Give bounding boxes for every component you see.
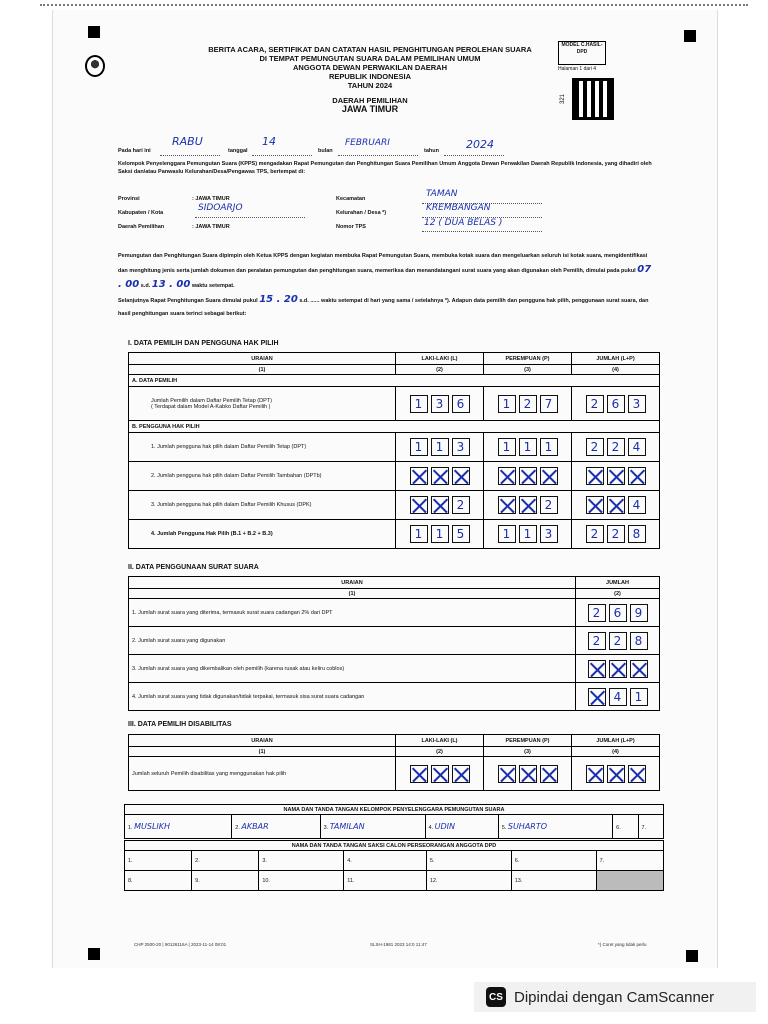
signature-number: 5. [501,825,508,831]
qr-code-icon [572,78,614,120]
signature-name: MUSLIKH [134,822,171,831]
digit-boxes [487,765,568,783]
signature-name: SUHARTO [507,822,548,831]
digit-box: 1 [498,438,516,456]
group-b-label: B. PENGGUNA HAK PILIH [129,421,660,433]
table-row: Jumlah seluruh Pemilih disabilitas yang menggunakan hak pilih [129,757,660,791]
witness-signature-cell: 8. [125,871,192,891]
ballot-usage-table: URAIAN JUMLAH (1) (2) 1. Jumlah surat suara yang diterima, termasuk surat suara cadangan 2% dari DPT 2 6 9 2. Jumlah surat suara yang digunakan 2 2 8 3. Jumlah surat suara yang dikembalikan oleh pemilih (karena rusak atau keliru coblos) 4. Jumlah surat suara yang tidak digunakan/tidak terpakai, termasuk sisa surat suara cadangan 4 1 [128,576,660,711]
digit-box: 8 [630,632,648,650]
group-a-label: A. DATA PEMILIH [129,375,660,387]
signature-number: 3. [323,825,330,831]
witness-signature-cell: 2. [192,851,259,871]
digit-box: 1 [498,395,516,413]
crossed-digit-box [410,765,428,783]
table-row: 2. Jumlah surat suara yang digunakan 2 2 8 [129,627,660,655]
date-value: 14 [262,135,276,148]
crossed-digit-box [498,765,516,783]
crossed-digit-box [588,660,606,678]
digit-box: 3 [431,395,449,413]
kabupaten-value: SIDOARJO [198,203,243,213]
digit-box: 3 [628,395,646,413]
crossed-digit-box [540,467,558,485]
signature-name: TAMILAN [329,822,365,831]
digit-box: 4 [628,438,646,456]
digit-box: 7 [540,395,558,413]
tahun-label: tahun [424,148,439,154]
crossed-digit-box [628,765,646,783]
digit-box: 1 [540,438,558,456]
digit-boxes [575,496,656,514]
digit-boxes [399,467,480,485]
witness-signature-cell: 3. [259,851,344,871]
tps-value: 12 ( DUA BELAS ) [424,218,503,228]
digit-boxes [399,496,480,514]
digit-boxes [487,395,568,413]
table-row: 4. Jumlah surat suara yang tidak digunakan/tidak terpakai, termasuk sisa surat suara cadangan 4 1 [129,683,660,711]
signature-name: AKBAR [241,822,269,831]
intro-text: Kelompok Penyelenggara Pemungutan Suara (KPPS) mengadakan Rapat Pemungutan dan Penghitungan Suara Pemilihan Umum Anggota Dewan Perwakilan Daerah Republik Indonesia, yang dihadiri oleh Saksi dan/atau Panwaslu Kelurahan/Desa/Pengawas TPS, bertempat di: [118,161,652,175]
crossed-digit-box [628,467,646,485]
document-title: BERITA ACARA, SERTIFIKAT DAN CATATAN HASIL PENGHITUNGAN PEROLEHAN SUARA DI TEMPAT PEMUNGUTAN SUARA DALAM PEMILIHAN UMUM ANGGOTA DEWAN PERWAKILAN DAERAH REPUBLIK INDONESIA TAHUN 2024 DAERAH PEMILIHAN JAWA TIMUR [208,45,532,114]
digit-box: 3 [540,525,558,543]
digit-boxes [575,438,656,456]
tanggal-label: tanggal [228,148,248,154]
digit-box: 6 [609,604,627,622]
digit-boxes [579,604,656,622]
signature-number: 4. [428,825,435,831]
witness-signature-cell: 9. [192,871,259,891]
kelurahan-value: KREMBANGAN [426,203,491,213]
crossed-digit-box [452,765,470,783]
kpu-logo-icon [85,55,105,77]
witness-signature-cell: 11. [344,871,427,891]
digit-box: 2 [607,525,625,543]
crossed-digit-box [519,467,537,485]
start-time: 07 . 00 [118,264,652,290]
camscanner-text: Dipindai dengan CamScanner [514,988,715,1006]
digit-box: 1 [630,688,648,706]
corner-mark [686,950,698,962]
digit-box: 1 [498,525,516,543]
crossed-digit-box [410,496,428,514]
provinsi-value: : JAWA TIMUR [192,196,230,202]
sheet-number: Halaman 1 dari 4 [558,66,597,72]
digit-box: 3 [452,438,470,456]
digit-boxes [399,438,480,456]
witness-signature-cell: 7. [596,851,663,871]
digit-boxes [575,525,656,543]
digit-boxes [579,688,656,706]
tps-label: Nomor TPS [336,224,366,230]
table-row: Jumlah Pemilih dalam Daftar Pemilih Tetap (DPT) ( Terdapat dalam Model A-Kabko Daftar Pemilih ) 1 3 6 1 2 7 2 6 3 [129,387,660,421]
date-prefix: Pada hari ini [118,148,151,154]
witness-signature-cell: 6. [511,851,596,871]
witness-signature-cell: 4. [344,851,427,871]
digit-boxes [487,438,568,456]
digit-boxes [487,467,568,485]
crossed-digit-box [586,467,604,485]
footer-note: *) Coret yang tidak perlu [598,942,647,947]
crossed-digit-box [607,765,625,783]
digit-box: 1 [519,525,537,543]
crossed-digit-box [431,467,449,485]
crossed-digit-box [431,496,449,514]
kpps-signature-table: NAMA DAN TANDA TANGAN KELOMPOK PENYELENGGARA PEMUNGUTAN SUARA 1. MUSLIKH 2. AKBAR 3. TAMILAN 4. UDIN 5. SUHARTO 6. 7. [124,804,664,839]
day-value: RABU [172,135,203,148]
kpps-signature-cell [613,815,638,839]
digit-boxes [579,660,656,678]
crossed-digit-box [607,496,625,514]
digit-boxes [575,467,656,485]
table-row: 3. Jumlah surat suara yang dikembalikan oleh pemilih (karena rusak atau keliru coblos) [129,655,660,683]
kpps-signature-cell [638,815,663,839]
section-1-title: I. DATA PEMILIH DAN PENGGUNA HAK PILIH [128,340,279,347]
year-value: 2024 [466,138,494,151]
camscanner-logo-icon: CS [486,987,506,1007]
kpps-signature-cell [232,815,320,839]
table-row: 2. Jumlah pengguna hak pilih dalam Daftar Pemilih Tambahan (DPTb) [129,462,660,491]
kecamatan-value: TAMAN [426,189,458,199]
footer-code: CHP 2500-20 | 90126116A | 2023-11-14 08:01 [134,942,227,947]
kecamatan-label: Kecamatan [336,196,366,202]
digit-box: 2 [586,395,604,413]
witness-signature-cell: 13. [511,871,596,891]
digit-box: 1 [519,438,537,456]
digit-box: 1 [410,525,428,543]
digit-boxes [487,525,568,543]
signature-number: 6. [616,825,621,831]
digit-boxes [399,525,480,543]
crossed-digit-box [630,660,648,678]
digit-box: 2 [540,496,558,514]
crossed-digit-box [519,765,537,783]
digit-box: 1 [431,438,449,456]
opening-paragraph: Pemungutan dan Penghitungan Suara dipimpin oleh Ketua KPPS dengan kegiatan membuka Rapat Pemungutan Suara, membuka kotak suara dan mengeluarkan seluruh isi kotak suara, mengidentifikasi dan menghitung jenis serta jumlah dokumen dan peralatan pemungutan dan penghitungan suara, memeriksa dan menandatangani surat suara yang akan digunakan oleh Pemilih, dimulai pada pukul 07 . 00 s.d. 13 . 00 waktu setempat. Selanjutnya Rapat Penghitungan Suara dimulai pukul 15 . 20 s.d. ...... waktu setempat di hari yang sama / setelahnya *). Adapun data pemilih dan pengguna hak pilih, penggunaan surat suara, dan hasil penghitungan suara terinci sebagai berikut: [118,253,652,317]
crossed-digit-box [431,765,449,783]
crossed-digit-box [410,467,428,485]
corner-mark [88,26,100,38]
digit-box: 2 [609,632,627,650]
crossed-digit-box [607,467,625,485]
digit-box: 2 [452,496,470,514]
kelurahan-label: Kelurahan / Desa *) [336,210,387,216]
disability-table: URAIAN LAKI-LAKI (L) PEREMPUAN (P) JUMLAH (L+P) (1) (2) (3) (4) Jumlah seluruh Pemilih disabilitas yang menggunakan hak pilih [128,734,660,791]
crossed-digit-box [540,765,558,783]
provinsi-label: Provinsi [118,196,140,202]
crossed-digit-box [519,496,537,514]
table-row: 1. Jumlah pengguna hak pilih dalam Daftar Pemilih Tetap (DPT) 1 1 3 1 1 1 2 2 4 [129,433,660,462]
digit-boxes [575,765,656,783]
model-box: MODEL C.HASIL-DPD [558,41,606,65]
section-2-title: II. DATA PENGGUNAAN SURAT SUARA [128,564,259,571]
signature-number: 2. [235,825,242,831]
crossed-digit-box [586,765,604,783]
crossed-digit-box [586,496,604,514]
kpps-signature-cell [425,815,498,839]
digit-box: 1 [410,395,428,413]
kabupaten-label: Kabupaten / Kota [118,210,164,216]
digit-box: 2 [586,438,604,456]
crossed-digit-box [588,688,606,706]
digit-boxes [399,765,480,783]
witness-signature-cell: 12. [426,871,511,891]
signature-number: 1. [128,825,135,831]
kpps-signature-cell [498,815,612,839]
digit-box: 5 [452,525,470,543]
digit-box: 2 [586,525,604,543]
dapil-label: Daerah Pemilihan [118,224,165,230]
kpps-signature-cell [125,815,232,839]
witness-signature-table: NAMA DAN TANDA TANGAN SAKSI CALON PERSEORANGAN ANGGOTA DPD 1. 2. 3. 4. 5. 6. 7. 8. 9. 10. 11. 12. 13. [124,840,664,891]
digit-boxes [487,496,568,514]
digit-box: 1 [410,438,428,456]
digit-box: 9 [630,604,648,622]
digit-box: 6 [607,395,625,413]
corner-mark [684,30,696,42]
crossed-digit-box [452,467,470,485]
table-row: 1. Jumlah surat suara yang diterima, termasuk surat suara cadangan 2% dari DPT 2 6 9 [129,599,660,627]
digit-boxes [575,395,656,413]
section-3-title: III. DATA PEMILIH DISABILITAS [128,721,232,728]
table-row: 3. Jumlah pengguna hak pilih dalam Daftar Pemilih Khusus (DPK) 2 2 4 [129,491,660,520]
digit-box: 2 [607,438,625,456]
crossed-digit-box [498,467,516,485]
kpps-signature-cell [320,815,425,839]
crossed-digit-box [498,496,516,514]
digit-box: 2 [588,632,606,650]
digit-box: 4 [628,496,646,514]
perforation [40,4,748,6]
witness-signature-cell: 5. [426,851,511,871]
footer-mid: SLSH-1981 2023 14:0 11:47 [370,942,427,947]
corner-mark [88,948,100,960]
count-start-time: 15 . 20 [259,294,298,305]
bulan-label: bulan [318,148,333,154]
digit-box: 4 [609,688,627,706]
witness-blank-cell [596,871,663,891]
witness-signature-cell: 1. [125,851,192,871]
voter-data-table: URAIAN LAKI-LAKI (L) PEREMPUAN (P) JUMLAH (L+P) (1) (2) (3) (4) A. DATA PEMILIH Jumlah Pemilih dalam Daftar Pemilih Tetap (DPT) ( Terdapat dalam Model A-Kabko Daftar Pemilih ) 1 3 6 1 2 7 2 6 3 B. PENGGUNA HAK PILIH 1. Jumlah pengguna hak pilih dalam Daftar Pemilih Tetap (DPT) 1 1 3 1 1 1 2 2 4 2. Jumlah pengguna hak pilih dalam Daftar Pemilih Tambahan (DPTb) 3. Jumlah pengguna hak pilih dalam Daftar Pemilih Khusus (DPK) 2 2 4 4. Jumlah Pengguna Hak Pilih (B.1 + B.2 + B.3) 1 1 5 1 1 3 2 2 8 [128,352,660,549]
qr-number: 321 [560,93,567,105]
witness-signature-cell: 10. [259,871,344,891]
signature-number: 7. [641,825,647,831]
signature-name: UDIN [434,822,455,831]
month-value: FEBRUARI [345,138,390,148]
digit-box: 8 [628,525,646,543]
digit-box: 2 [519,395,537,413]
digit-box: 2 [588,604,606,622]
digit-boxes [399,395,480,413]
digit-boxes [579,632,656,650]
table-row: 4. Jumlah Pengguna Hak Pilih (B.1 + B.2 + B.3) 1 1 5 1 1 3 2 2 8 [129,520,660,549]
camscanner-watermark [474,982,756,1012]
dapil-value: : JAWA TIMUR [192,224,230,230]
end-time: 13 . 00 [151,279,191,290]
digit-box: 1 [431,525,449,543]
crossed-digit-box [609,660,627,678]
digit-box: 6 [452,395,470,413]
